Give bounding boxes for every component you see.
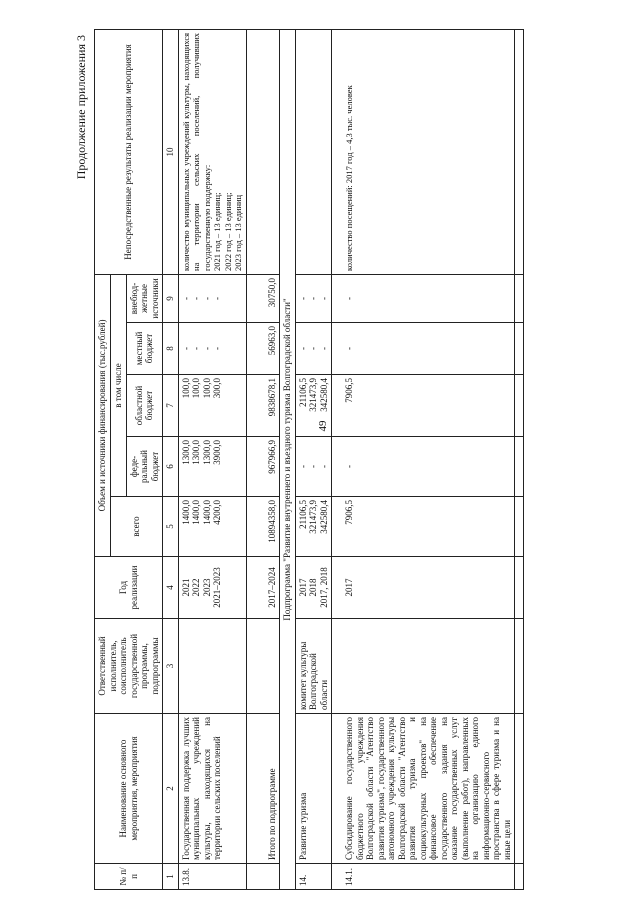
col-number: 10: [163, 29, 179, 274]
row-total: 7906,5: [332, 497, 515, 557]
header-fed: феде-ральный бюджет: [126, 437, 163, 497]
row-name: Государственная поддержка лучших муниципальных учреждений культуры, находящихся на территории сельских поселений: [178, 714, 246, 864]
total-reg: 9838678,1: [246, 375, 280, 437]
row-fed: -: [332, 437, 515, 497]
row-off: - - -: [295, 274, 332, 322]
table-row: [295, 29, 332, 889]
row-name: Развитие туризма: [295, 714, 332, 864]
row-total: 21106,5 321473,9 342580,4: [295, 497, 332, 557]
col-number: 9: [163, 274, 179, 322]
appendix-label: Продолжение приложения 3: [74, 35, 88, 180]
col-number: 6: [163, 437, 179, 497]
header-name: Наименование основного мероприятия, мероприятия: [95, 714, 163, 864]
row-loc: -: [332, 323, 515, 375]
table-bottom-row: [515, 29, 524, 889]
row-result: количество посещений: 2017 год – 4,3 тыс. человек: [332, 29, 515, 274]
row-reg: 21106,5 321473,9 342580,4: [295, 375, 332, 437]
row-num: 13.8.: [178, 864, 246, 890]
table-row: [178, 29, 246, 889]
row-off: - - - -: [178, 274, 246, 322]
col-number: 2: [163, 714, 179, 864]
row-fed: 1300,0 1300,0 1300,0 3900,0: [178, 437, 246, 497]
header-off: внебюд-жетные источники: [126, 274, 163, 322]
funding-table: [94, 29, 524, 890]
row-num: 14.1.: [332, 864, 515, 890]
total-years: 2017–2024: [246, 557, 280, 619]
row-num: 14.: [295, 864, 332, 890]
rotated-page: [70, 15, 640, 890]
row-result: количество муниципальных учреждений культуры, находящихся на территории сельских поселений, получивших государственную поддержку: 2021 год – 13 единиц; 2022 год – 13 единиц; 2023 год – 13 единиц: [178, 29, 246, 274]
row-exec: [332, 619, 515, 714]
header-incl: в том числе: [110, 274, 126, 496]
header-result: Непосредственные результаты реализации мероприятия: [95, 29, 163, 274]
page-number: 49: [317, 420, 329, 432]
total-sum: 10894358,0: [246, 497, 280, 557]
col-number: 8: [163, 323, 179, 375]
row-loc: - - -: [295, 323, 332, 375]
row-loc: - - - -: [178, 323, 246, 375]
subprogram-title: Подпрограмма "Развитие внутреннего и въездного туризма Волгоградской области": [280, 29, 296, 889]
col-number: 4: [163, 557, 179, 619]
row-reg: 100,0 100,0 100,0 300,0: [178, 375, 246, 437]
col-number: 5: [163, 497, 179, 557]
table-row: [332, 29, 515, 889]
row-exec: [178, 619, 246, 714]
total-label: Итого по подпрограмме: [246, 714, 280, 864]
col-number: 3: [163, 619, 179, 714]
col-number: 7: [163, 375, 179, 437]
row-exec: комитет культуры Волгоградской области: [295, 619, 332, 714]
row-years: 2017 2018 2017, 2018: [295, 557, 332, 619]
row-off: -: [332, 274, 515, 322]
header-total: всего: [110, 497, 163, 557]
header-loc: местный бюджет: [126, 323, 163, 375]
header-reg: областной бюджет: [126, 375, 163, 437]
header-num: № п/п: [95, 864, 163, 890]
row-years: 2017: [332, 557, 515, 619]
row-reg: 7906,5: [332, 375, 515, 437]
total-off: 30750,0: [246, 274, 280, 322]
total-fed: 967966,9: [246, 437, 280, 497]
row-result: [295, 29, 332, 274]
header-year: Год реализации: [95, 557, 163, 619]
header-funding: Объем и источники финансирования (тыс.рублей): [95, 274, 111, 556]
row-years: 2021 2022 2023 2021–2023: [178, 557, 246, 619]
col-number: 1: [163, 864, 179, 890]
subprogram-row: [280, 29, 296, 889]
row-name: Субсидирование государственного бюджетного учреждения Волгоградской области "Агентство развития туризма", государственного автономного учреждения культуры Волгоградской области "Агентство развития туризма и социокультурных проектов" на финансовое обеспечение государственного задания на оказание государственных услуг (выполнение работ), направленных на организацию единого информационно-сервисного пространства в сфере туризма и на иные цели: [332, 714, 515, 864]
total-loc: 56963,0: [246, 323, 280, 375]
header-exec: Ответственный исполнитель, соисполнитель государственной программы, подпрограммы: [95, 619, 163, 714]
row-fed: - - -: [295, 437, 332, 497]
row-total: 1400,0 1400,0 1400,0 4200,0: [178, 497, 246, 557]
total-row: [246, 29, 280, 889]
